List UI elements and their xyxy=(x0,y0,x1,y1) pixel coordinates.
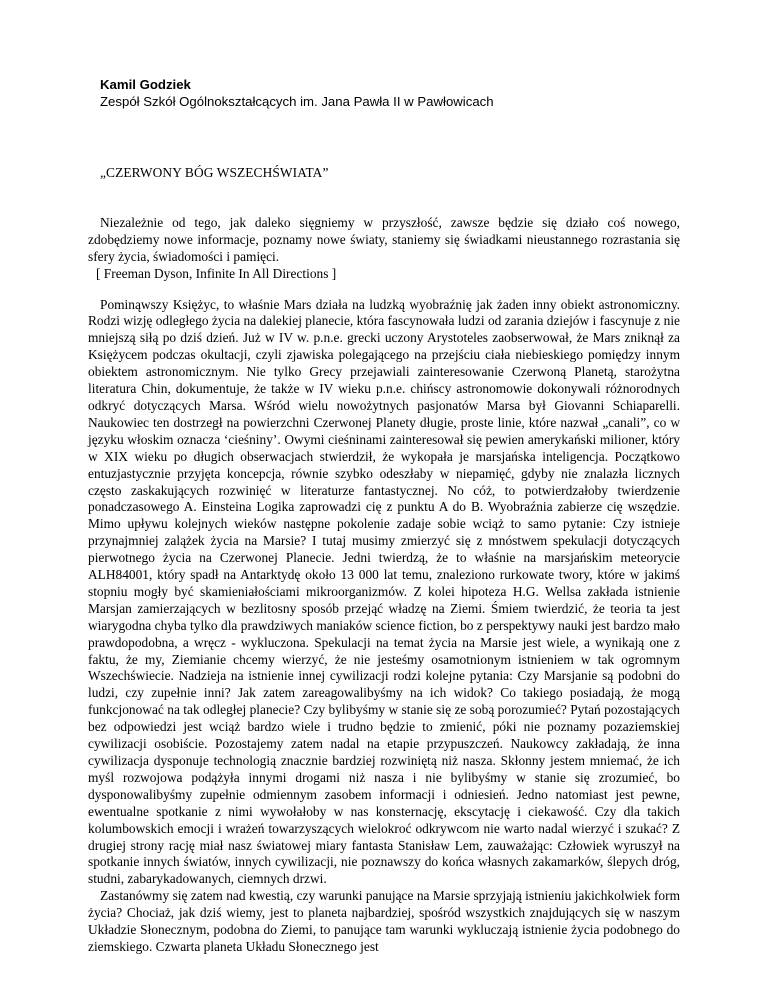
epigraph xyxy=(88,215,680,283)
author-affiliation: Zespół Szkół Ogólnokształcących im. Jana Pawła II w Pawłowicach xyxy=(100,94,494,109)
essay-body xyxy=(88,297,680,956)
epigraph-source: [ Freeman Dyson, Infinite In All Directions ] xyxy=(96,265,337,281)
paragraph: Pominąwszy Księżyc, to właśnie Mars działa na ludzką wyobraźnię jak żaden inny obiekt astronomiczny. Rodzi wizję odległego życia na dalekiej planecie, która fascynowała ludzi od zarania dziejów i fascynuje z nie mniejszą siłą po dziś dzień. Już w IV w. p.n.e. grecki uczony Arystoteles zaobserwował, że Mars zniknął za Księżycem podczas okultacji, czyli zjawiska polegającego na przejściu ciała niebieskiego pomiędzy innym obiektem astronomicznym. Nie tylko Grecy przejawiali zainteresowanie Czerwoną Planetą, starożytna literatura Chin, dokumentuje, że także w IV wieku p.n.e. chińscy astronomowie dokonywali różnorodnych odkryć dotyczących Marsa. Wśród wielu nowożytnych pasjonatów Marsa był Giovanni Schiaparelli. Naukowiec ten dostrzegł na powierzchni Czerwonej Planety długie, proste linie, które nazwał „canali”, co w języku włoskim oznacza ‘cieśniny’. Owymi cieśninami zainteresował się pewien amerykański milioner, który w XIX wieku po długich obserwacjach stwierdził, że wykopała je marsjańska inteligencja. Początkowo entuzjastycznie przyjęta koncepcja, równie szybko odeszłaby w niepamięć, gdyby nie znalazła licznych często zaskakujących rozwinięć w literaturze fantastycznej. No cóż, to potwierdzałoby twierdzenie ponadczasowego A. Einsteina Logika zaprowadzi cię z punktu A do B. Wyobraźnia zabierze cię wszędzie. Mimo upływu kolejnych wieków następne pokolenie zadaje sobie wciąż to samo pytanie: Czy istnieje przynajmniej zalążek życia na Marsie? I tutaj musimy zmierzyć się z mnóstwem spekulacji dotyczących pierwotnego życia na Czerwonej Planecie. Jedni twierdzą, że to właśnie na marsjańskim meteorycie ALH84001, który spadł na Antarktydę około 13 000 lat temu, znaleziono rurkowate twory, które w jakimś stopniu mogły być skamieniałościami mikroorganizmów. Z kolei hipoteza H.G. Wellsa zakłada istnienie Marsjan zamierzających w bezlitosny sposób przejąć władzę na Ziemi. Śmiem twierdzić, że teoria ta jest wiarygodna chyba tylko dla prawdziwych maniaków science fiction, bo z perspektywy nauki jest bardzo mało prawdopodobna, a wręcz - wykluczona. Spekulacji na temat życia na Marsie jest wiele, a wynikają one z faktu, że my, Ziemianie chcemy wierzyć, że nie jesteśmy osamotnionym istnieniem w tak ogromnym Wszechświecie. Nadzieja na istnienie innej cywilizacji rodzi kolejne pytania: Czy Marsjanie są podobni do ludzi, czy zupełnie inni? Jak zatem zareagowalibyśmy na ich widok? Co takiego posiadają, że mogą funkcjonować na tak odległej planecie? Czy bylibyśmy w stanie się ze sobą porozumieć? Pytań pozostających bez odpowiedzi jest wciąż bardzo wiele i trudno będzie to zmienić, póki nie poznamy pozaziemskiej cywilizacji osobiście. Pozostajemy zatem nadal na etapie przypuszczeń. Naukowcy zakładają, że inna cywilizacja dysponuje technologią znacznie bardziej rozwiniętą niż nasza. Skłonny jestem mniemać, że ich myśl rozwojowa podążyła innymi drogami niż nasza i nie bylibyśmy w stanie się zrozumieć, bo dysponowalibyśmy zupełnie odmiennym zasobem informacji i odniesień. Jedno natomiast jest pewne, ewentualne spotkanie z nimi wywołałoby w nas konsternację, ekscytację i ciekawość. Czy dla takich kolumbowskich emocji i wrażeń towarzyszących wielokroć odkrywcom nie warto nadal wierzyć i szukać? Z drugiej strony rację miał nasz światowej miary fantasta Stanisław Lem, zauważając: Człowiek wyruszył na spotkanie innych światów, innych cywilizacji, nie poznawszy do końca własnych zakamarków, ślepych dróg, studni, zabarykadowanych, ciemnych drzwi. xyxy=(88,296,680,887)
essay-title: „CZERWONY BÓG WSZECHŚWIATA” xyxy=(100,165,329,180)
author-name: Kamil Godziek xyxy=(100,77,191,92)
document-body xyxy=(88,76,680,956)
epigraph-quote: Niezależnie od tego, jak daleko sięgniemy w przyszłość, zawsze będzie się działo coś nowego, zdobędziemy nowe informacje, poznamy nowe światy, staniemy się świadkami nieustannego rozrastania się sfery życia, świadomości i pamięci. xyxy=(88,214,680,264)
paragraph: Zastanówmy się zatem nad kwestią, czy warunki panujące na Marsie sprzyjają istnieniu jakichkolwiek form życia? Chociaż, jak dziś wiemy, jest to planeta najbardziej, spośród wszystkich znajdujących się w naszym Układzie Słonecznym, podobna do Ziemi, to panujące tam warunki wykluczają istnienie życia podobnego do ziemskiego. Czwarta planeta Układu Słonecznego jest xyxy=(88,888,680,954)
